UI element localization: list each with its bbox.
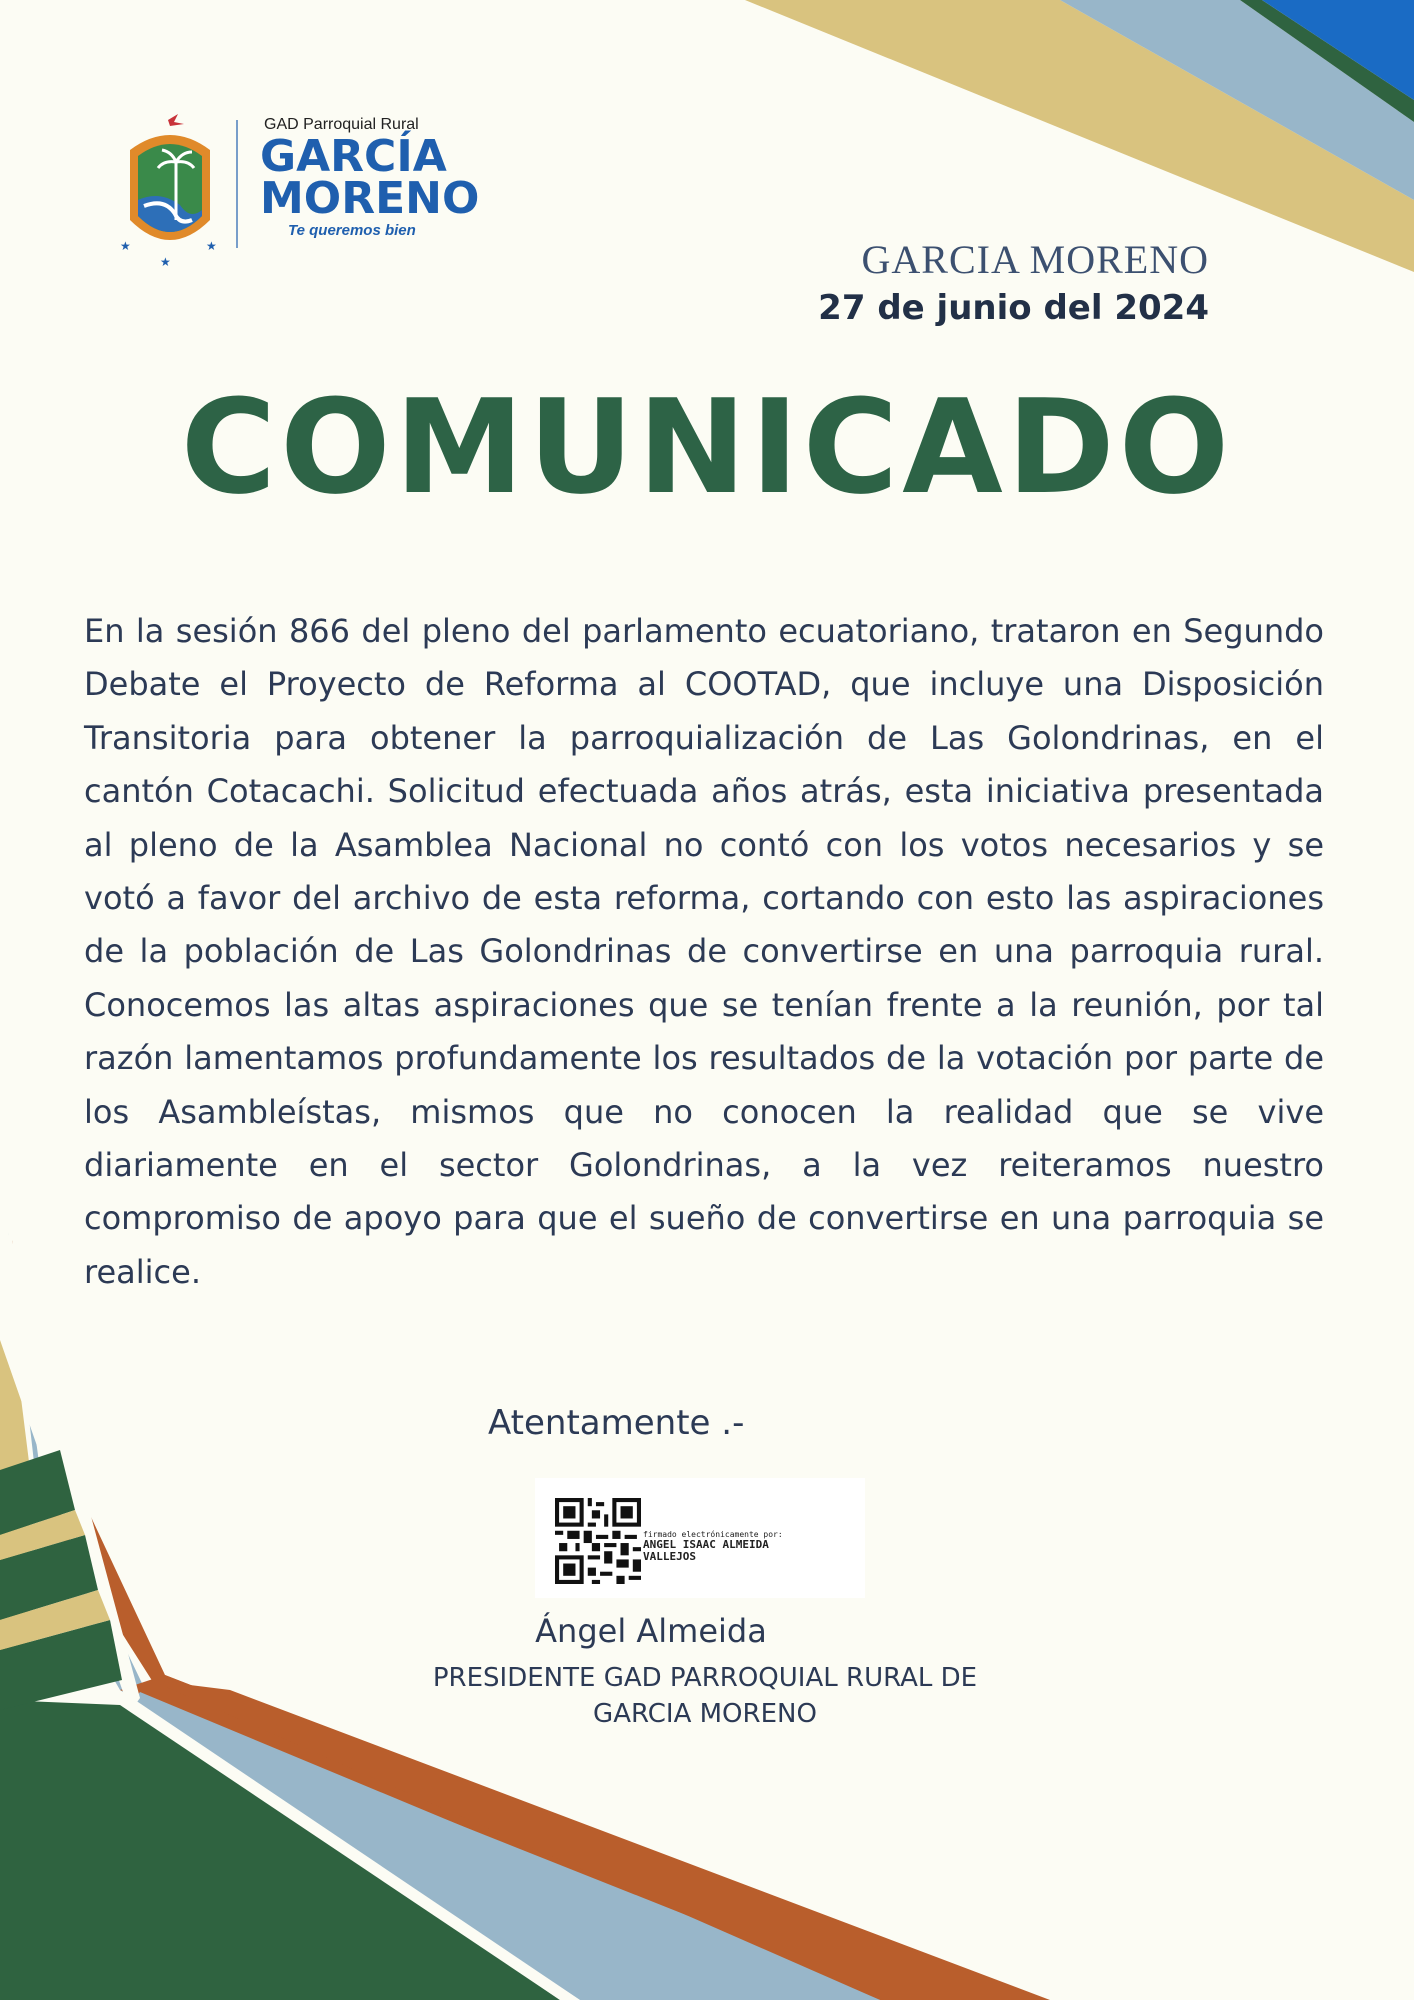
page-title: COMUNICADO (180, 371, 1234, 523)
svg-text:★: ★ (160, 255, 171, 269)
coat-of-arms-icon (110, 110, 230, 270)
qr-code-icon (555, 1498, 641, 1584)
stamp-name-line2: VALLEJOS (643, 1550, 696, 1563)
stamp-label: firmado electrónicamente por: (643, 1530, 783, 1539)
document-place: GARCIA MORENO (861, 237, 1209, 282)
logo-slogan: Te queremos bien (288, 222, 416, 239)
signer-role-line1: PRESIDENTE GAD PARROQUIAL RURAL DE (432, 1663, 978, 1693)
document-date: 27 de junio del 2024 (818, 288, 1209, 328)
organization-logo (100, 100, 480, 269)
electronic-signature-stamp (535, 1478, 865, 1598)
stamp-text (643, 1530, 783, 1563)
communique-body: En la sesión 866 del pleno del parlamento ecuatoriano, trataron en Segundo Debate el Proyecto de Reforma al COOTAD, que incluye una Disposición Transitoria para obtener la parroquialización de Las Golondrinas, en el cantón Cotacachi. Solicitud efectuada años atrás, esta iniciativa presentada al pleno de la Asamblea Nacional no contó con los votos necesarios y se votó a favor del archivo de esta reforma, cortando con esto las aspiraciones de la población de Las Golondrinas de convertirse en una parroquia rural. Conocemos las altas aspiraciones que se tenían frente a la reunión, por tal razón lamentamos profundamente los resultados de la votación por parte de los Asambleístas, mismos que no conocen la realidad que se vive diariamente en el sector Golondrinas, a la vez reiteramos nuestro compromiso de apoyo para que el sueño de convertirse en una parroquia se realice. (84, 612, 1324, 1291)
svg-text:★: ★ (206, 239, 217, 253)
logo-name-line1: GARCÍA (260, 131, 447, 182)
logo-separator (236, 120, 238, 248)
signer-role (380, 1660, 1030, 1732)
logo-org-type: GAD Parroquial Rural (264, 116, 419, 133)
logo-text-block (260, 116, 479, 239)
signer-role-line2: GARCIA MORENO (593, 1699, 817, 1729)
svg-text:★: ★ (120, 239, 131, 253)
closing-salutation: Atentamente .- (488, 1403, 745, 1443)
logo-name-line2: MORENO (260, 173, 480, 224)
signer-name: Ángel Almeida (535, 1612, 767, 1650)
stamp-name-line1: ANGEL ISAAC ALMEIDA (643, 1538, 769, 1551)
